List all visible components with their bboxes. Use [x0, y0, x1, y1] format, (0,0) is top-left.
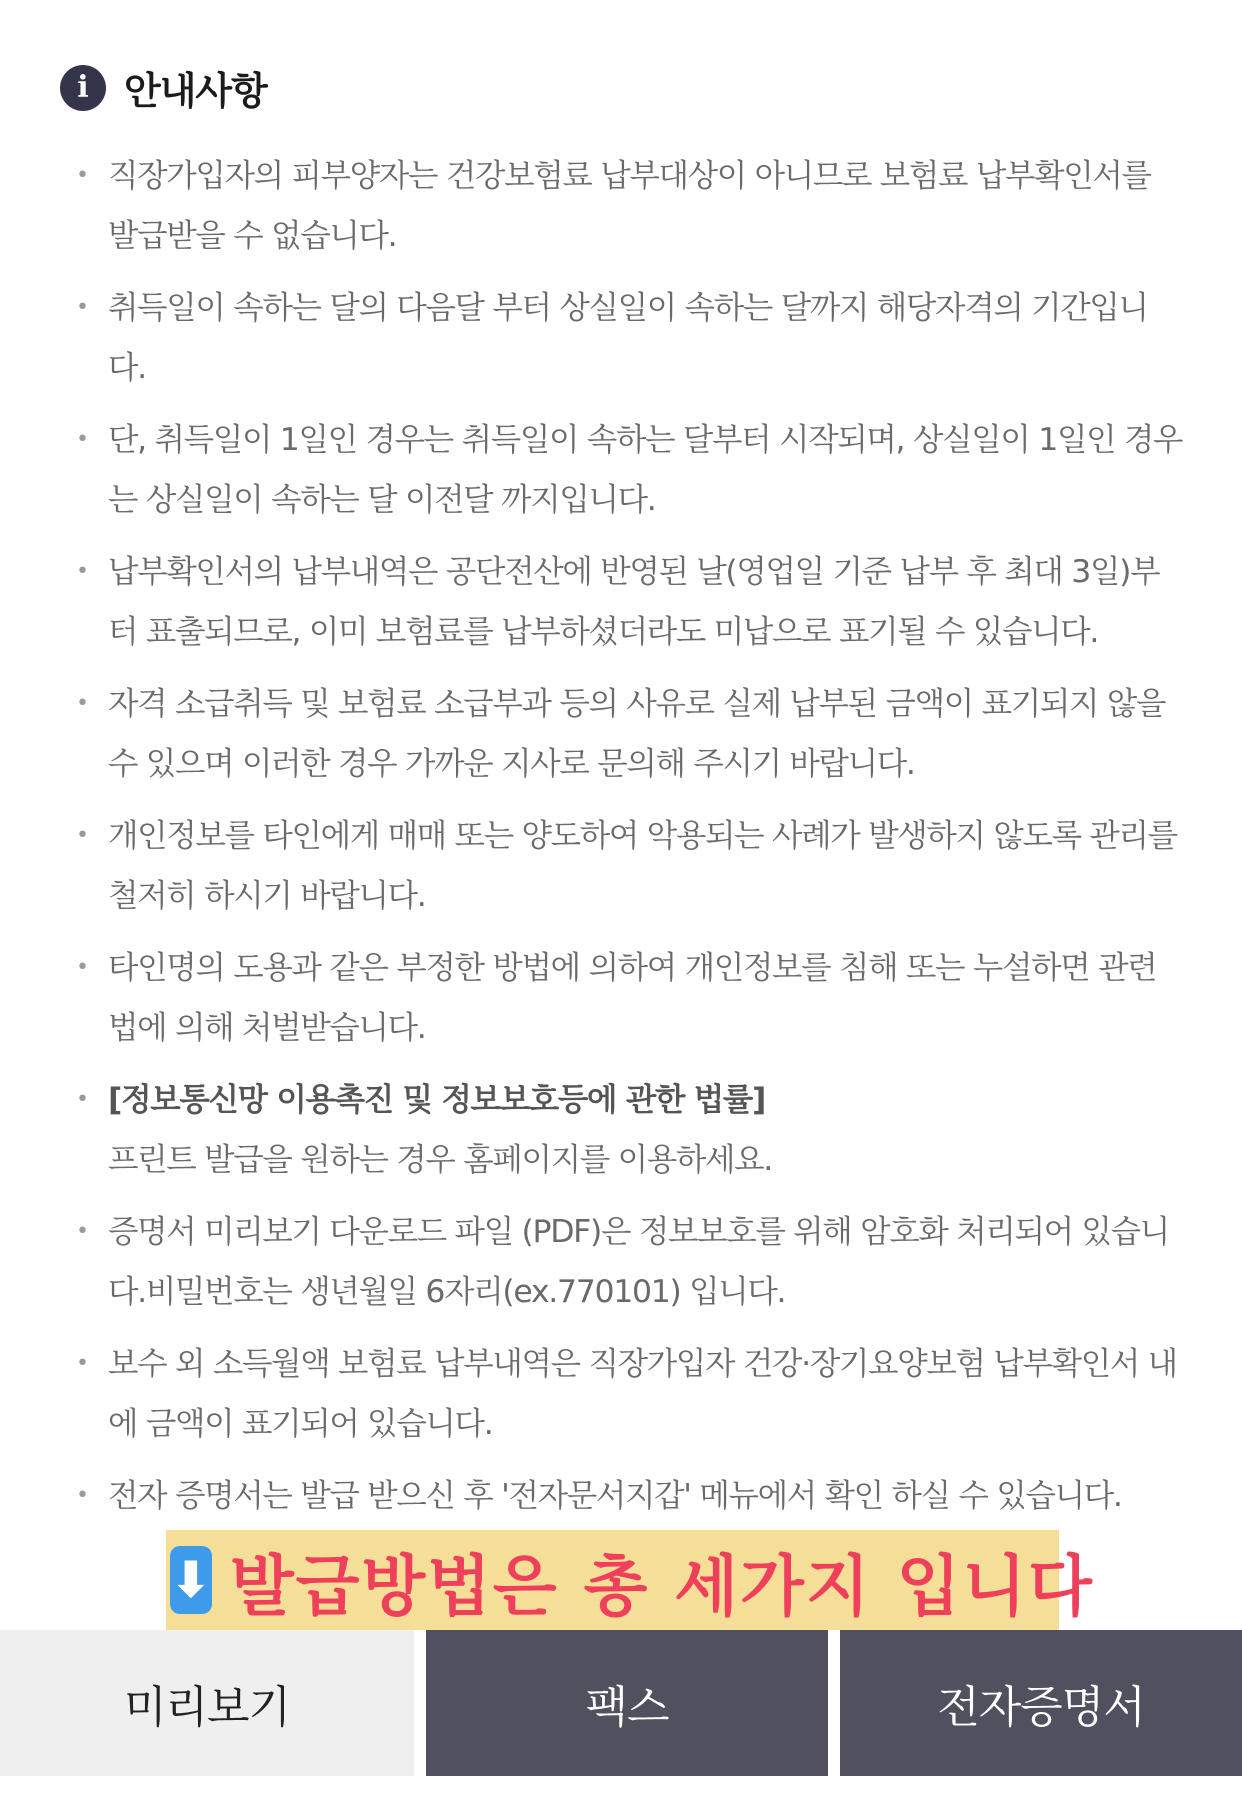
notice-item [70, 938, 1185, 1058]
notice-list [70, 146, 1185, 1538]
notice-text: 직장가입자의 피부양자는 건강보험료 납부대상이 아니므로 보험료 납부확인서를 발급받을 수 없습니다. [108, 158, 1151, 254]
bullet-icon: • [76, 427, 88, 452]
electronic-certificate-button[interactable]: 전자증명서 [840, 1630, 1242, 1776]
notice-text: 전자 증명서는 발급 받으신 후 '전자문서지갑' 메뉴에서 확인 하실 수 있습니다. [108, 1478, 1122, 1514]
notice-item [70, 1070, 1185, 1190]
notice-item [70, 278, 1185, 398]
notice-text: 보수 외 소득월액 보험료 납부내역은 직장가입자 건강·장기요양보험 납부확인서 내에 금액이 표기되어 있습니다. [108, 1346, 1177, 1442]
notice-text: 개인정보를 타인에게 매매 또는 양도하여 악용되는 사례가 발생하지 않도록 관리를 철저히 하시기 바랍니다. [108, 818, 1177, 914]
notice-item [70, 806, 1185, 926]
notice-text: 취득일이 속하는 달의 다음달 부터 상실일이 속하는 달까지 해당자격의 기간입니다. [108, 290, 1148, 386]
bullet-icon: • [76, 1483, 88, 1508]
notice-item [70, 1466, 1185, 1526]
notice-text: 증명서 미리보기 다운로드 파일 (PDF)은 정보보호를 위해 암호화 처리되어 있습니다.비밀번호는 생년월일 6자리(ex.770101) 입니다. [108, 1214, 1169, 1310]
banner-text: 발급방법은 총 세가지 입니다 [229, 1547, 1094, 1625]
fax-button[interactable]: 팩스 [426, 1630, 828, 1776]
notice-text: 납부확인서의 납부내역은 공단전산에 반영된 날(영업일 기준 납부 후 최대 3일)부터 표출되므로, 이미 보험료를 납부하셨더라도 미납으로 표기될 수 있습니다. [108, 554, 1160, 650]
law-title: [정보통신망 이용촉진 및 정보보호등에 관한 법률] [108, 1082, 766, 1118]
bullet-icon: • [76, 559, 88, 584]
notice-item [70, 542, 1185, 662]
down-arrow-icon: ⬇ [170, 1546, 212, 1614]
info-icon: i [60, 65, 106, 111]
notice-item [70, 410, 1185, 530]
notice-item [70, 146, 1185, 266]
bullet-icon: • [76, 1219, 88, 1244]
bullet-icon: • [76, 691, 88, 716]
notice-text: 프린트 발급을 원하는 경우 홈페이지를 이용하세요. [108, 1142, 772, 1178]
notice-item [70, 674, 1185, 794]
bullet-icon: • [76, 295, 88, 320]
notice-text: 타인명의 도용과 같은 부정한 방법에 의하여 개인정보를 침해 또는 누설하면 관련법에 의해 처벌받습니다. [108, 950, 1157, 1046]
notice-text: 단, 취득일이 1일인 경우는 취득일이 속하는 달부터 시작되며, 상실일이 1일인 경우는 상실일이 속하는 달 이전달 까지입니다. [108, 422, 1183, 518]
notice-text: 자격 소급취득 및 보험료 소급부과 등의 사유로 실제 납부된 금액이 표기되지 않을 수 있으며 이러한 경우 가까운 지사로 문의해 주시기 바랍니다. [108, 686, 1166, 782]
page-title: 안내사항 [124, 69, 267, 113]
preview-button[interactable]: 미리보기 [0, 1630, 414, 1776]
bullet-icon: • [76, 1351, 88, 1376]
notice-header [60, 60, 267, 115]
issuance-method-banner [166, 1530, 1094, 1630]
notice-item [70, 1334, 1185, 1454]
issuance-button-bar [0, 1630, 1242, 1776]
bullet-icon: • [76, 1087, 88, 1112]
notice-item [70, 1202, 1185, 1322]
bullet-icon: • [76, 163, 88, 188]
bullet-icon: • [76, 955, 88, 980]
bullet-icon: • [76, 823, 88, 848]
